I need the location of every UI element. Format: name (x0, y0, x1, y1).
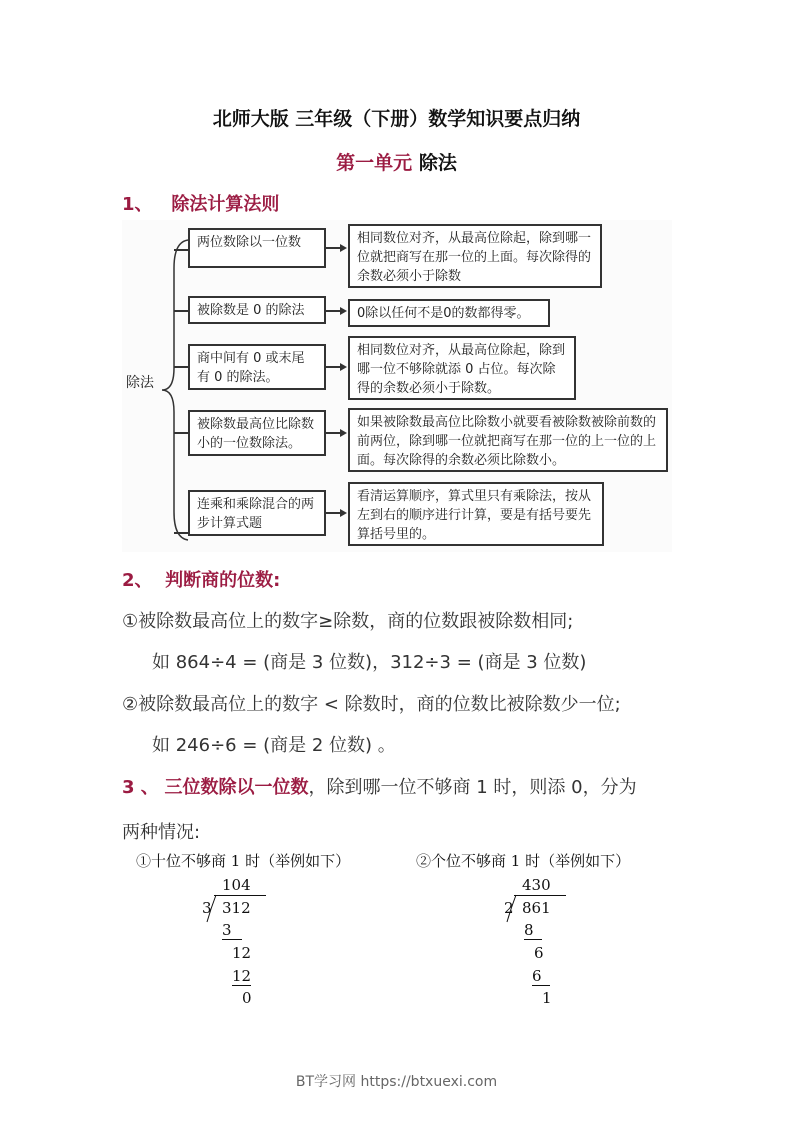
division-rules-diagram (122, 220, 672, 552)
unit-name: 除法 (418, 152, 457, 174)
example-text: 如 246÷6 = (商是 2 位数) 。 (152, 735, 396, 756)
arrow-line (326, 432, 340, 434)
arrow-right-icon (340, 307, 347, 315)
rule-detail-box: 0除以任何不是0的数都得零。 (348, 299, 550, 327)
arrow-line (326, 366, 340, 368)
unit-heading (0, 148, 793, 175)
divisor: 3 (202, 899, 212, 917)
quotient: 104 (222, 876, 251, 894)
step: 6 (532, 967, 550, 986)
connector (174, 366, 188, 368)
arrow-line (326, 512, 340, 514)
step: 8 (524, 921, 542, 940)
rule-topic-box: 两位数除以一位数 (188, 228, 326, 268)
connector (174, 532, 188, 534)
step: 6 (534, 944, 544, 962)
step: 12 (232, 944, 252, 962)
rule-detail-box: 相同数位对齐，从最高位除起，除到哪一位不够除就添 0 占位。每次除得的余数必须小于除数。 (348, 336, 576, 400)
arrow-right-icon (340, 509, 347, 517)
rule-detail-box: 相同数位对齐，从最高位除起，除到哪一位就把商写在那一位的上面。每次除得的余数必须小于除数 (348, 224, 602, 288)
division-bar (214, 895, 266, 896)
example-caption: ②个位不够商 1 时（举例如下） (416, 852, 631, 870)
rule-topic-box: 被除数最高位比除数小的一位数除法。 (188, 410, 326, 456)
connector (174, 249, 188, 251)
section3-paragraph (122, 773, 637, 799)
long-division-example (130, 850, 410, 1020)
example-caption: ①十位不够商 1 时（举例如下） (136, 852, 351, 870)
division-bar (514, 895, 566, 896)
section2-heading (122, 566, 280, 592)
rule-detail-box: 看清运算顺序，算式里只有乘除法，按从左到右的顺序进行计算，要是有括号要先算括号里的。 (348, 482, 604, 546)
diagram-root-label: 除法 (126, 375, 154, 391)
step: 3 (222, 921, 242, 940)
page-title: 北师大版 三年级（下册）数学知识要点归纳 (212, 108, 581, 130)
rule-topic-box: 商中间有 0 或末尾有 0 的除法。 (188, 344, 326, 390)
dividend: 861 (522, 899, 551, 917)
rule-topic-box: 被除数是 0 的除法 (188, 296, 326, 324)
section1-number: 1、 (122, 194, 153, 215)
step: 0 (242, 989, 252, 1007)
connector (174, 310, 188, 312)
arrow-right-icon (340, 244, 347, 252)
example-text: 如 864÷4 = (商是 3 位数)，312÷3 = (商是 3 位数) (152, 652, 587, 673)
section2-number: 2、 (122, 570, 153, 591)
section3-text-cont: 两种情况: (122, 822, 201, 843)
arrow-right-icon (340, 429, 347, 437)
rule-text: ①被除数最高位上的数字≥除数，商的位数跟被除数相同; (122, 611, 574, 632)
section1-heading (122, 190, 279, 216)
arrow-line (326, 310, 340, 312)
rule-topic-box: 连乘和乘除混合的两步计算式题 (188, 490, 326, 536)
arrow-line (326, 247, 340, 249)
unit-prefix: 第一单元 (336, 152, 413, 174)
section3-title: 三位数除以一位数 (164, 777, 309, 798)
quotient: 430 (522, 876, 551, 894)
long-division-example (410, 850, 690, 1020)
section2-title: 判断商的位数: (165, 570, 281, 591)
section1-title: 除法计算法则 (171, 194, 280, 215)
dividend: 312 (222, 899, 251, 917)
brace-icon (160, 238, 190, 542)
section3-text: ，除到哪一位不够商 1 时，则添 0，分为 (308, 777, 637, 798)
step: 1 (542, 989, 552, 1007)
arrow-right-icon (340, 363, 347, 371)
section3-number: 3 、 (122, 777, 159, 798)
divisor: 2 (504, 899, 514, 917)
step: 12 (232, 967, 252, 985)
rule-text: ②被除数最高位上的数字 < 除数时，商的位数比被除数少一位; (122, 694, 621, 715)
connector (174, 432, 188, 434)
rule-detail-box: 如果被除数最高位比除数小就要看被除数被除前数的前两位，除到哪一位就把商写在那一位的上一位的上面。每次除得的余数必须比除数小。 (348, 408, 668, 472)
footer-link[interactable]: BT学习网 https://btxuexi.com (295, 1074, 498, 1090)
